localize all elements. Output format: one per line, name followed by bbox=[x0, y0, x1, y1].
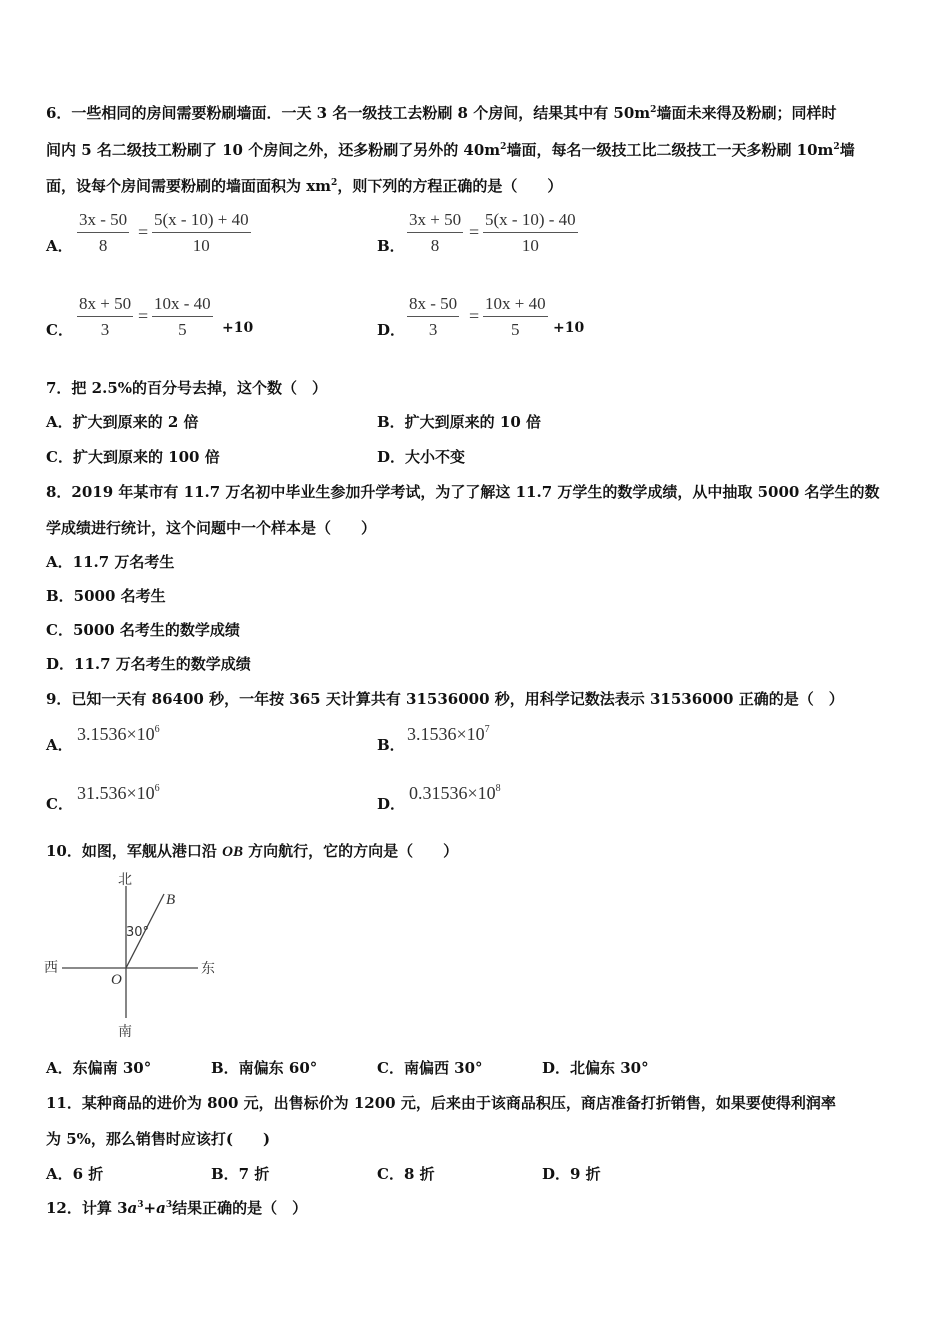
q9-option-c-value: $31.536\times 10^6$ bbox=[77, 783, 160, 803]
q6-option-d-left-fraction: $\frac{8x - 50}{3}$ bbox=[409, 294, 458, 339]
q6-option-a-right-fraction: $\frac{5(x - 10) + 40}{10}$ bbox=[154, 210, 249, 255]
q6-option-b-left-fraction: $\frac{3x + 50}{8}$ bbox=[409, 210, 462, 255]
q6-option-b-equals: = bbox=[469, 222, 480, 242]
q11-option-d: D．9 折 bbox=[542, 1165, 601, 1183]
q7-option-a: A．扩大到原来的 2 倍 bbox=[46, 413, 199, 431]
q8-option-a: A．11.7 万名考生 bbox=[46, 553, 175, 571]
q6-option-d-right-fraction: $\frac{10x + 40}{5}$ bbox=[485, 294, 546, 339]
q6-option-c-right-fraction: $\frac{10x - 40}{5}$ bbox=[154, 294, 211, 339]
q6-option-a-label: A． bbox=[46, 237, 73, 255]
q6-option-c-tail: +10 bbox=[222, 320, 254, 336]
q7-option-d: D．大小不变 bbox=[377, 448, 466, 466]
compass-diagram bbox=[40, 868, 230, 1043]
east-label: 东 bbox=[201, 961, 215, 977]
q9-option-a-label: A． bbox=[46, 736, 73, 754]
west-label: 西 bbox=[44, 960, 58, 976]
q9-option-b-label: B． bbox=[377, 736, 405, 754]
q6-option-d-label: D． bbox=[377, 321, 406, 339]
q11-option-c: C．8 折 bbox=[377, 1165, 435, 1183]
q11-stem-line1: 11．某种商品的进价为 800 元，出售标价为 1200 元，后来由于该商品积压，商店准备打折销售，如果要使得利润率 bbox=[46, 1094, 836, 1112]
q9-option-c-label: C． bbox=[46, 795, 73, 813]
q10-option-b: B．南偏东 60° bbox=[211, 1059, 318, 1077]
q6-option-a-equals: = bbox=[138, 222, 149, 242]
q11-option-a: A．6 折 bbox=[46, 1165, 104, 1183]
q9-option-d-value: $0.31536\times 10^8$ bbox=[409, 783, 501, 803]
q8-stem-line1: 8．2019 年某市有 11.7 万名初中毕业生参加升学考试，为了了解这 11.7 万学生的数学成绩，从中抽取 5000 名学生的数 bbox=[46, 483, 880, 501]
q6-option-c-left-fraction: $\frac{8x + 50}{3}$ bbox=[79, 294, 132, 339]
q10-option-c: C．南偏西 30° bbox=[377, 1059, 483, 1077]
q6-option-a-left-fraction: $\frac{3x - 50}{8}$ bbox=[79, 210, 128, 255]
south-label: 南 bbox=[118, 1024, 132, 1040]
q7-stem: 7．把 2.5%的百分号去掉，这个数（ ） bbox=[46, 379, 328, 397]
q6-option-d-tail: +10 bbox=[553, 320, 585, 336]
q8-option-c: C．5000 名考生的数学成绩 bbox=[46, 621, 240, 639]
origin-label: O bbox=[111, 972, 122, 988]
q9-stem: 9．已知一天有 86400 秒，一年按 365 天计算共有 31536000 秒，用科学记数法表示 31536000 正确的是（ ） bbox=[46, 690, 844, 708]
q11-option-b: B．7 折 bbox=[211, 1165, 270, 1183]
north-label: 北 bbox=[118, 872, 132, 888]
q10-option-a: A．东偏南 30° bbox=[46, 1059, 152, 1077]
q6-option-c-label: C． bbox=[46, 321, 73, 339]
q7-option-b: B．扩大到原来的 10 倍 bbox=[377, 413, 541, 431]
q6-option-d-equals: = bbox=[469, 306, 480, 326]
q12-stem: 12．计算 $3a^3+a^3$结果正确的是（ ） bbox=[46, 1199, 308, 1217]
q10-stem: 10．如图，军舰从港口沿 OB 方向航行，它的方向是（ ） bbox=[46, 842, 459, 860]
q6-option-b-right-fraction: $\frac{5(x - 10) - 40}{10}$ bbox=[485, 210, 576, 255]
q6-stem-line2: 间内 5 名二级技工粉刷了 10 个房间之外，还多粉刷了另外的 $40m^2$墙面，每名一级技工比二级技工一天多粉刷 $10m^2$墙 bbox=[46, 141, 855, 159]
q8-option-d: D．11.7 万名考生的数学成绩 bbox=[46, 655, 251, 673]
q9-option-b-value: $3.1536\times 10^7$ bbox=[407, 724, 490, 744]
q8-stem-line2: 学成绩进行统计，这个问题中一个样本是（ ） bbox=[46, 519, 377, 537]
q9-option-d-label: D． bbox=[377, 795, 406, 813]
q6-option-c-equals: = bbox=[138, 306, 149, 326]
angle-label: 30° bbox=[126, 925, 150, 940]
q6-option-b-label: B． bbox=[377, 237, 405, 255]
q10-option-d: D．北偏东 30° bbox=[542, 1059, 649, 1077]
q7-option-c: C．扩大到原来的 100 倍 bbox=[46, 448, 220, 466]
q8-option-b: B．5000 名考生 bbox=[46, 587, 166, 605]
q11-stem-line2: 为 5%，那么销售时应该打( ) bbox=[46, 1130, 271, 1148]
q9-option-a-value: $3.1536\times 10^6$ bbox=[77, 724, 160, 744]
q6-stem-line3: 面，设每个房间需要粉刷的墙面面积为 $xm^2$，则下列的方程正确的是（ ） bbox=[46, 177, 563, 195]
q6-stem-line1: 6．一些相同的房间需要粉刷墙面．一天 3 名一级技工去粉刷 8 个房间，结果其中有 $50m^2$墙面未来得及粉刷；同样时 bbox=[46, 104, 837, 122]
point-b-label: B bbox=[166, 892, 176, 908]
